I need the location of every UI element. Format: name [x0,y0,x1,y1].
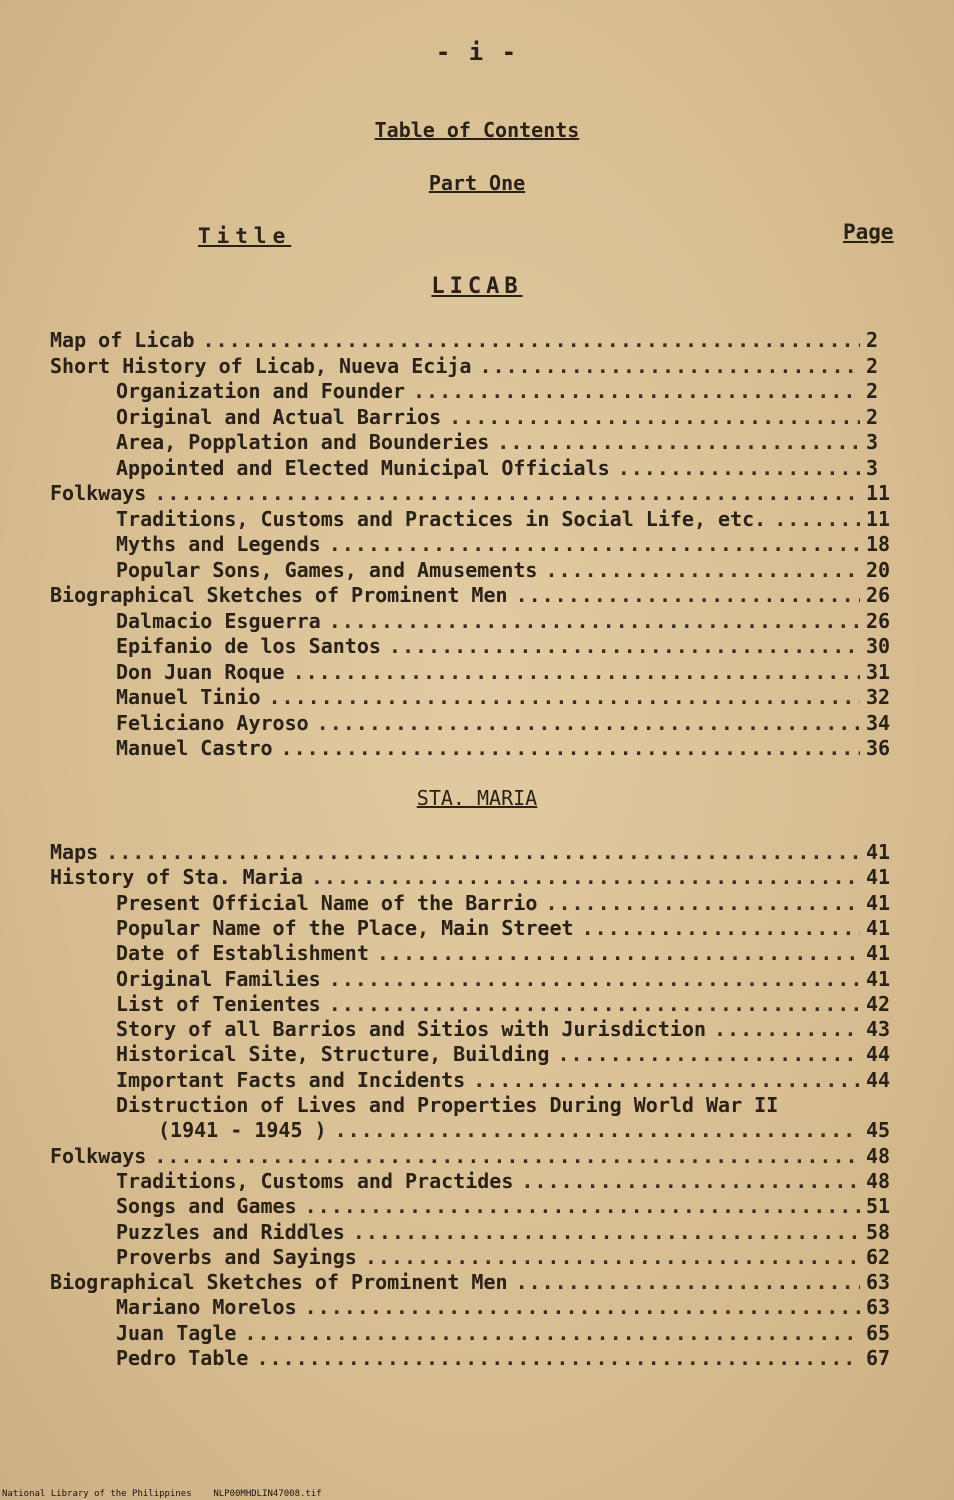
dot-leader [449,404,860,430]
toc-entry-page: 41 [866,966,891,991]
toc-entry [116,1320,892,1346]
toc-entry [116,557,892,583]
toc-entry [158,1117,892,1143]
toc-entry-label: List of Tenientes [116,991,321,1016]
toc-entry-label: Appointed and Elected Municipal Officials [116,455,610,480]
toc-entry [116,1244,892,1270]
archive-footer: National Library of the Philippines NLP00MHDLIN47008.tif [2,1489,322,1499]
dot-leader [269,684,861,710]
toc-entry-label: Present Official Name of the Barrio [116,890,538,915]
dot-leader [329,531,860,557]
dot-leader [714,1016,860,1042]
dot-leader [377,940,860,966]
toc-entry [116,684,892,710]
toc-entry-page: 18 [866,532,891,556]
dot-leader [106,839,860,865]
toc-entry-page: 11 [866,506,891,531]
toc-entry-label: Puzzles and Riddles [116,1219,345,1244]
toc-entry-label: Original and Actual Barrios [116,404,442,429]
toc-entry-label: Area, Popplation and Bounderies [116,430,490,454]
toc-entry-page: 31 [866,659,891,684]
toc-entry [116,1345,892,1371]
toc-entry-page: 44 [866,1042,891,1067]
toc-entry [116,659,892,685]
toc-entry-page: 34 [866,710,891,735]
toc-entry [116,890,892,916]
toc-entry-page: 2 [866,328,879,352]
toc-entry-page: 63 [866,1295,891,1320]
dot-leader [329,991,860,1017]
toc-entry-page: 65 [866,1320,891,1345]
column-title-header: Title [198,224,292,248]
toc-entry-label: Biographical Sketches of Prominent Men [50,1270,508,1295]
toc-entry [116,966,892,992]
toc-entry [50,1143,892,1169]
dot-leader [545,890,860,916]
toc-entry [116,455,892,481]
toc-entry-label: Proverbs and Sayings [116,1244,357,1269]
page-number: - i - [435,38,519,66]
dot-leader [413,378,860,404]
toc-entry [116,633,892,659]
toc-entry-label: Organization and Founder [116,379,405,403]
toc-entry-page: 44 [866,1067,891,1092]
toc-entry-label: Don Juan Roque [116,659,285,684]
dot-leader [516,582,860,608]
toc-entry [116,404,892,430]
dot-leader [365,1244,860,1270]
toc-entry-page: 58 [866,1219,891,1244]
toc-entry-label: Folkways [50,481,147,505]
section-heading-sta-maria: STA. MARIA [416,786,538,810]
dot-leader [618,455,860,481]
toc-entry [50,327,892,353]
toc-entry-page: 26 [866,583,891,607]
toc-entry [116,1219,892,1245]
toc-entry [116,429,892,455]
toc-entry-label: Story of all Barrios and Sitios with Jurisdiction [116,1017,707,1042]
toc-entry-page: 3 [866,455,879,480]
toc-entry-page: 30 [866,634,891,658]
toc-entry [116,1193,892,1219]
toc-entry [116,531,892,557]
toc-entry [116,1041,892,1067]
toc-entry-page: 2 [866,379,879,403]
dot-leader [305,1294,860,1320]
toc-entry [50,1269,892,1295]
toc-entry-page: 32 [866,685,891,709]
toc-entry [116,1092,892,1118]
dot-leader [329,966,860,992]
toc-entry-label: Map of Licab [50,328,195,352]
toc-entry-label: Biographical Sketches of Prominent Men [50,583,508,607]
dot-leader [317,710,860,736]
toc-entry-page: 41 [866,840,891,864]
toc-entry-page: 36 [866,736,891,760]
dot-leader [154,1143,860,1169]
toc-entry-page: 62 [866,1244,891,1269]
toc-entry-label: Folkways [50,1143,147,1168]
dot-leader [154,480,860,506]
toc-entry [116,608,892,634]
toc-entry-page: 48 [866,1168,891,1193]
toc-entry [116,940,892,966]
toc-entry-label: Epifanio de los Santos [116,634,381,658]
toc-entry [50,582,892,608]
toc-entry-page: 11 [866,481,891,505]
toc-entry-page: 20 [866,557,891,582]
toc-entry [116,378,892,404]
dot-leader [335,1117,860,1143]
dot-leader [516,1269,860,1295]
toc-entry [50,353,892,379]
dot-leader [244,1320,860,1346]
toc-entry-label: Myths and Legends [116,532,321,556]
dot-leader [545,557,860,583]
toc-entry-page: 51 [866,1194,891,1219]
toc-entry [116,1016,892,1042]
dot-leader [582,915,860,941]
toc-entry-page: 41 [866,865,891,890]
toc-entry-page: 3 [866,430,879,454]
toc-entry-label: Maps [50,840,99,864]
toc-entry-label: Pedro Table [116,1346,249,1370]
toc-entry-label: (1941 - 1945 ) [158,1118,327,1143]
toc-entry-label: Popular Sons, Games, and Amusements [116,557,538,582]
toc-entry-page: 2 [866,353,879,378]
toc-entry [116,1294,892,1320]
toc-entry-label: Manuel Castro [116,736,273,760]
dot-leader [305,1193,860,1219]
toc-entry-label: Historical Site, Structure, Building [116,1042,550,1067]
toc-entry [116,735,892,761]
toc-entry [116,710,892,736]
toc-entry-page: 26 [866,608,891,633]
toc-entry-label: Popular Name of the Place, Main Street [116,915,574,940]
dot-leader [311,864,860,890]
toc-entry-page: 41 [866,915,891,940]
toc-entry-label: Original Families [116,966,321,991]
toc-entry-page: 41 [866,890,891,915]
toc-entry [116,1067,892,1093]
toc-entry-page: 43 [866,1017,891,1042]
toc-entry [50,839,892,865]
dot-leader [521,1168,860,1194]
toc-entry-label: Traditions, Customs and Practides [116,1168,514,1193]
toc-entry-label: Traditions, Customs and Practices in Social Life, etc. [116,506,767,531]
dot-leader [293,659,860,685]
toc-entry-label: Important Facts and Incidents [116,1067,466,1092]
section-heading-licab: LICAB [431,274,523,299]
toc-entry-label: History of Sta. Maria [50,865,303,890]
toc-entry [50,480,892,506]
toc-entry-page: 41 [866,941,891,966]
toc-entry-label: Dalmacio Esguerra [116,608,321,633]
part-heading: Part One [428,171,526,195]
toc-entry [116,1168,892,1194]
column-page-header: Page [843,220,894,244]
dot-leader [557,1041,860,1067]
dot-leader [353,1219,860,1245]
dot-leader [329,608,860,634]
toc-entry-label: Songs and Games [116,1194,297,1219]
toc-entry-label: Feliciano Ayroso [116,710,309,735]
toc-entry-label: Manuel Tinio [116,685,261,709]
dot-leader [479,353,860,379]
toc-entry-label: Distruction of Lives and Properties During World War II [116,1093,779,1117]
toc-entry-label: Short History of Licab, Nueva Ecija [50,353,472,378]
dot-leader [774,506,860,532]
dot-leader [389,633,860,659]
toc-entry-page: 2 [866,404,879,429]
toc-entry [116,915,892,941]
toc-entry [116,506,892,532]
toc-entry-page: 63 [866,1270,891,1295]
toc-entry [116,991,892,1017]
dot-leader [203,327,861,353]
dot-leader [256,1345,860,1371]
toc-title: Table of Contents [374,118,580,142]
dot-leader [473,1067,860,1093]
toc-entry-label: Juan Tagle [116,1320,237,1345]
dot-leader [497,429,860,455]
toc-entry-label: Date of Establishment [116,941,369,966]
toc-entry-label: Mariano Morelos [116,1295,297,1320]
dot-leader [281,735,860,761]
toc-entry-page: 45 [866,1118,891,1143]
toc-entry-page: 48 [866,1143,891,1168]
toc-entry [50,864,892,890]
toc-entry-page: 67 [866,1346,891,1370]
toc-entry-page: 42 [866,991,891,1016]
